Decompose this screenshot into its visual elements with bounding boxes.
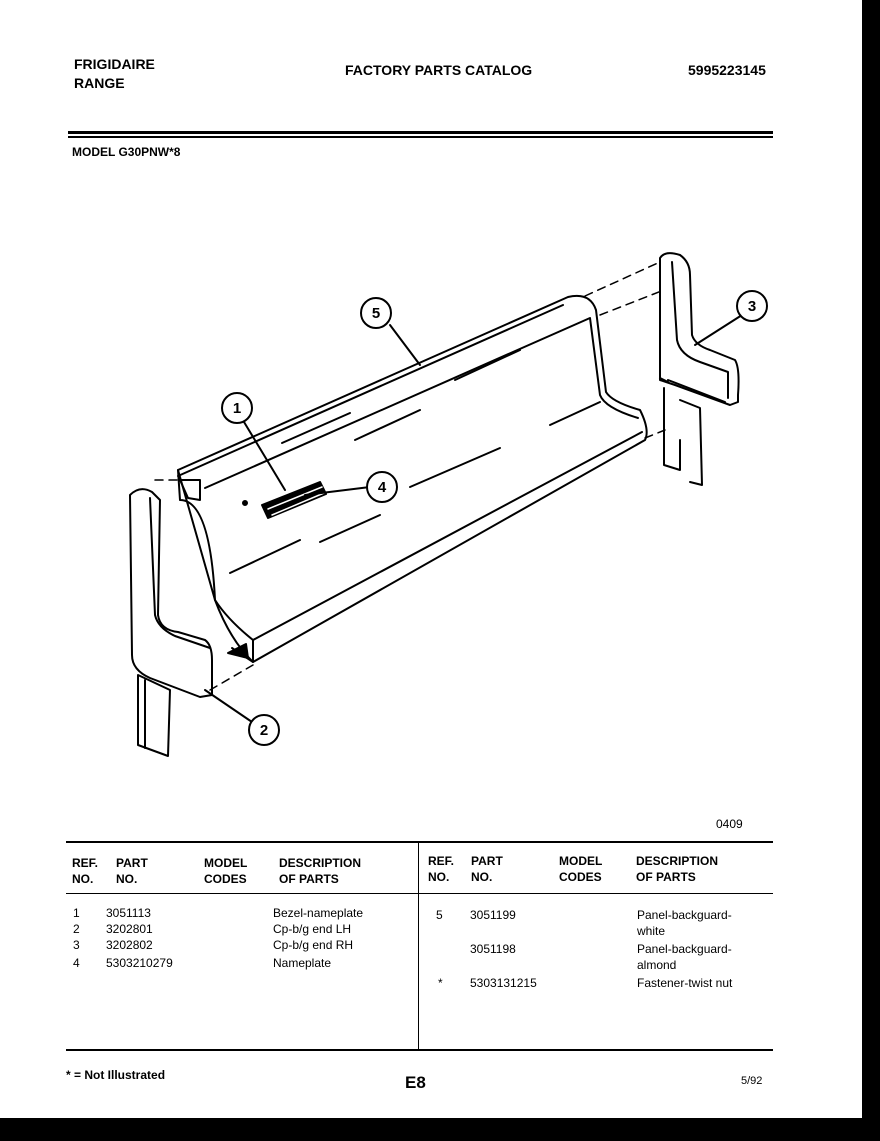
- part-description: Bezel-nameplate: [273, 906, 364, 920]
- header-part-no-right: PART NO.: [471, 854, 503, 884]
- table-header-rule: [66, 893, 773, 894]
- page-code: E8: [405, 1073, 426, 1092]
- part-description-cont: almond: [637, 958, 677, 972]
- table-bottom-rule: [66, 1049, 773, 1051]
- header-description-right: DESCRIPTION OF PARTS: [636, 854, 719, 884]
- part-description: Panel-backguard-: [637, 942, 732, 956]
- header-ref-no: REF. NO.: [72, 856, 99, 886]
- header-description: DESCRIPTION OF PARTS: [279, 856, 362, 886]
- part-description: Cp-b/g end RH: [273, 938, 354, 952]
- ref-number: *: [438, 976, 443, 990]
- model-number: MODEL G30PNW*8: [72, 145, 181, 159]
- part-number: 3202802: [106, 938, 153, 952]
- part-number: 5303210279: [106, 956, 173, 970]
- part-number: 3202801: [106, 922, 153, 936]
- callout-3-label: 3: [747, 298, 757, 315]
- part-description: Cp-b/g end LH: [273, 922, 352, 936]
- part-number: 3051199: [470, 908, 516, 922]
- part-number: 3051198: [470, 942, 516, 956]
- ref-number: 3: [73, 938, 80, 952]
- callout-4-label: 4: [377, 479, 387, 496]
- ref-number: 5: [436, 908, 443, 922]
- part-description: Nameplate: [273, 956, 332, 970]
- exploded-parts-diagram: [0, 230, 862, 790]
- header-model-codes-right: MODEL CODES: [559, 854, 603, 884]
- right-end-cap: [660, 253, 739, 485]
- catalog-number: 5995223145: [688, 62, 766, 78]
- brand-name: FRIGIDAIRE: [74, 56, 155, 72]
- ref-number: 2: [73, 922, 80, 936]
- header-part-no: PART NO.: [116, 856, 148, 886]
- callout-3: [737, 291, 767, 321]
- callout-2-label: 2: [259, 722, 269, 739]
- callout-5: [361, 298, 391, 328]
- callout-4: [367, 472, 397, 502]
- header-rule-thin: [68, 136, 773, 138]
- not-illustrated-note: * = Not Illustrated: [66, 1068, 166, 1082]
- table-divider: [418, 843, 419, 1049]
- ref-number: 4: [73, 956, 80, 970]
- part-description: Panel-backguard-: [637, 908, 732, 922]
- header-rule-thick: [68, 131, 773, 134]
- diagram-code: 0409: [716, 817, 743, 831]
- product-type: RANGE: [74, 75, 125, 91]
- header-model-codes: MODEL CODES: [204, 856, 248, 886]
- header-ref-no-right: REF. NO.: [428, 854, 455, 884]
- backguard-panel: [178, 296, 647, 662]
- callout-1-label: 1: [232, 400, 242, 417]
- callout-2: [249, 715, 279, 745]
- catalog-title: FACTORY PARTS CATALOG: [345, 62, 533, 78]
- table-top-rule: [66, 841, 773, 843]
- callout-1: [222, 393, 252, 423]
- part-number: 3051113: [106, 906, 151, 920]
- revision-date: 5/92: [741, 1075, 763, 1087]
- part-description: Fastener-twist nut: [637, 976, 733, 990]
- part-number: 5303131215: [470, 976, 537, 990]
- part-description-cont: white: [637, 924, 666, 938]
- callout-5-label: 5: [371, 305, 381, 322]
- ref-number: 1: [73, 906, 80, 920]
